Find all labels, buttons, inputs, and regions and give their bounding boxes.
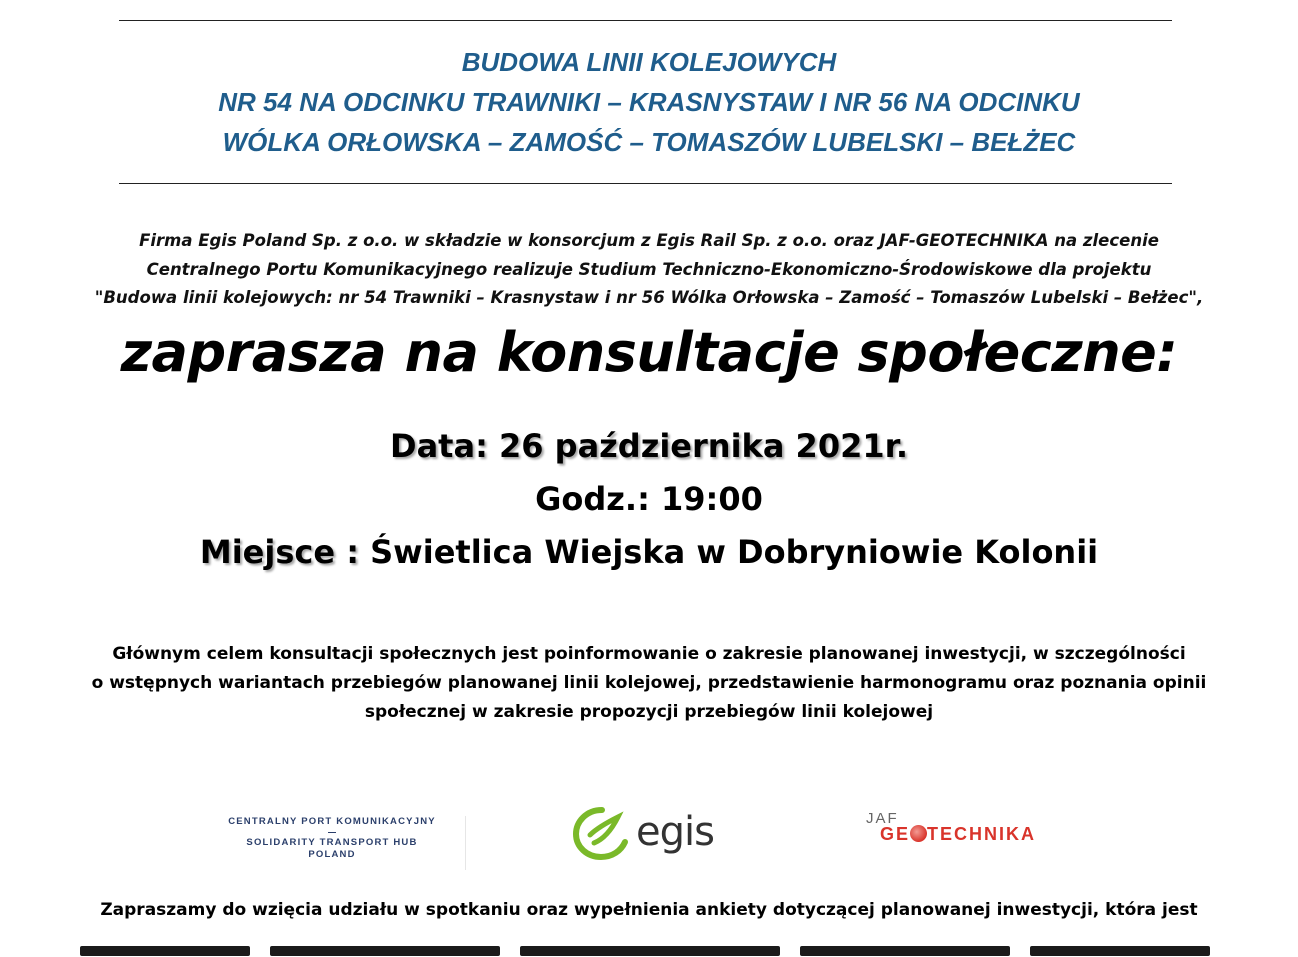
cpk-logo-edge [465,816,466,870]
cpk-logo-line-1: CENTRALNY PORT KOMUNIKACYJNY [228,816,436,827]
meeting-place [0,526,1298,579]
globe-icon [910,825,927,842]
intro-line-2: Centralnego Portu Komunikacyjnego realizuje Studium Techniczno-Ekonomiczno-Środowiskowe dla projektu [146,259,1152,279]
cpk-logo-separator [328,832,336,833]
purpose-line-3: społecznej w zakresie propozycji przebiegów linii kolejowej [364,702,934,722]
purpose-line-1: Głównym celem konsultacji społecznych jest poinformowanie o zakresie planowanej inwestycji, w szczególności [112,644,1186,664]
cut-off-text-line [80,933,1220,957]
purpose-paragraph [0,640,1298,727]
jaf-logo-left: GE [880,824,911,844]
cpk-logo-line-2: SOLIDARITY TRANSPORT HUB [246,837,418,848]
top-divider [119,20,1172,21]
meeting-details [0,420,1298,579]
egis-logo-text: egis [636,809,714,855]
partner-logos [0,800,1298,870]
project-title-line-2: NR 54 NA ODCINKU TRAWNIKI – KRASNYSTAW I NR 56 NA ODCINKU [218,87,1080,117]
jaf-logo-wordmark [880,824,1036,845]
intro-line-3: "Budowa linii kolejowych: nr 54 Trawniki – Krasnystaw i nr 56 Wólka Orłowska – Zamość – Tomaszów Lubelski – Bełżec", [94,288,1204,307]
egis-e-icon [572,805,632,861]
jaf-logo-top: JAF [866,810,899,827]
purpose-line-2: o wstępnych wariantach przebiegów planowanej linii kolejowej, przedstawienie harmonogramu oraz poznania opinii [91,673,1207,693]
meeting-time: Godz.: 19:00 [535,480,763,518]
meeting-place-value: Świetlica Wiejska w Dobryniowie Kolonii [358,533,1099,571]
cpk-logo-line-3: POLAND [308,849,356,860]
project-title-line-1: BUDOWA LINII KOLEJOWYCH [461,47,837,77]
jaf-geotechnika-logo [866,810,1106,850]
jaf-logo-right: TECHNIKA [927,824,1037,844]
footer-text: Zapraszamy do wzięcia udziału w spotkaniu oraz wypełnienia ankiety dotyczącej planowanej inwestycji, która jest [100,900,1198,920]
invitation-headline: zaprasza na konsultacje społeczne: [120,321,1178,384]
project-title-line-3: WÓLKA ORŁOWSKA – ZAMOŚĆ – TOMASZÓW LUBELSKI – BEŁŻEC [222,127,1076,157]
cpk-logo [198,816,466,870]
intro-paragraph [0,227,1298,313]
egis-logo [572,805,722,863]
meeting-date: Data: 26 października 2021r. [390,427,908,465]
meeting-place-label: Miejsce : [199,533,359,571]
bottom-divider [119,183,1172,184]
project-title [0,42,1298,162]
intro-line-1: Firma Egis Poland Sp. z o.o. w składzie w konsorcjum z Egis Rail Sp. z o.o. oraz JAF-GEOTECHNIKA na zlecenie [139,231,1159,250]
